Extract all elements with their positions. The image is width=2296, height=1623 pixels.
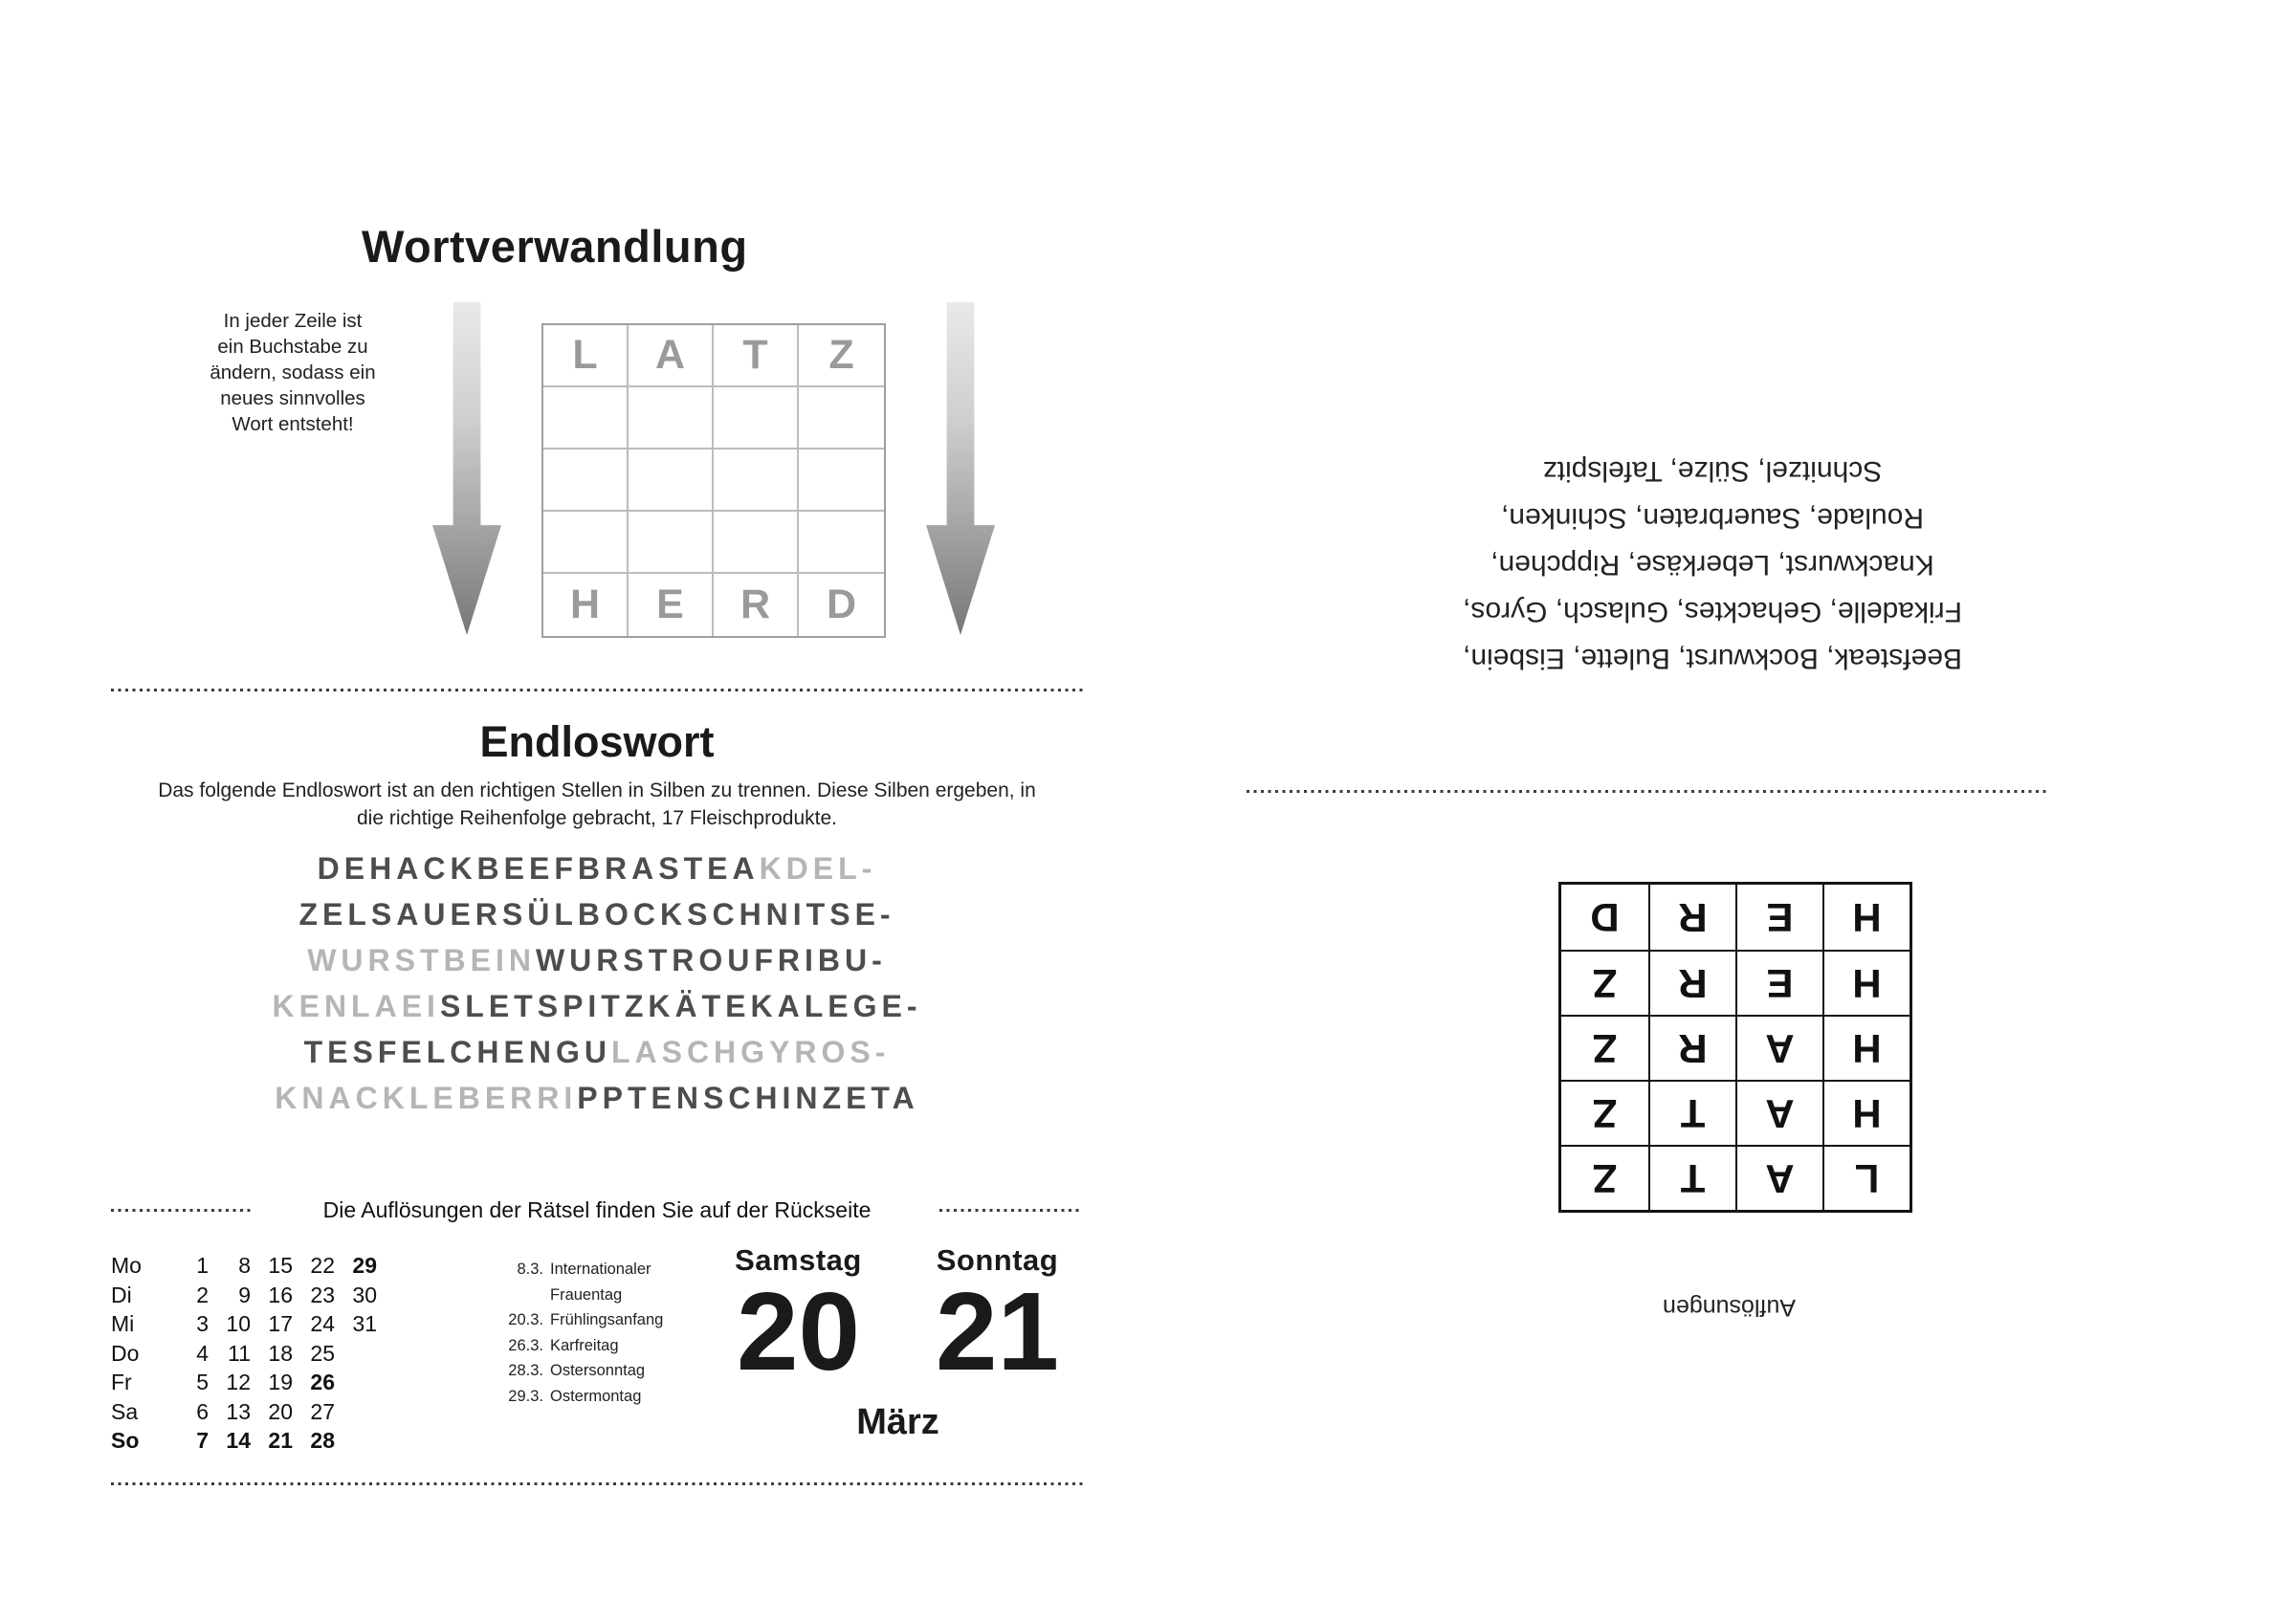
divider [1247,790,2048,793]
solution-grid-cell: Z [1561,1080,1648,1145]
word-segment: WURSTROUFRIBU- [535,943,887,977]
weekday-label: Mi [111,1311,135,1336]
week-row [111,1397,377,1427]
grid-cell: L [543,325,629,387]
divider [111,689,1083,691]
solution-list-line: Knackwurst, Leberkäse, Rippchen, [1490,549,1934,581]
weekday-label: So [111,1428,140,1453]
solutions-note-row [111,1197,1083,1223]
solution-grid-cell: H [1822,950,1910,1015]
weekday-label: Fr [111,1370,132,1394]
grid-cell [629,450,714,512]
word-segment: LASCHGYROS- [610,1035,891,1069]
holiday-date: 20.3. [508,1311,543,1328]
holiday-list [494,1257,698,1409]
word-segment: TESFELCHENGU [303,1035,611,1069]
word-segment: KNACKLEBERRI [275,1081,578,1115]
grid-cell: A [629,325,714,387]
divider-segment [939,1209,1083,1212]
instruction-line: ändern, sodass ein [210,362,376,384]
endless-word [111,845,1083,1121]
date-number: 11 [228,1340,251,1366]
solution-grid-cell: L [1822,1145,1910,1210]
solution-grid-cell: D [1590,895,1620,940]
solution-list-line: Frikadelle, Gehacktes, Gulasch, Gyros, [1463,596,1962,627]
grid-cell [799,512,884,574]
holiday-date: 8.3. [517,1261,543,1278]
weekday-label: Mo [111,1253,142,1278]
date-number: 28 [310,1428,335,1453]
word-segment: KDEL- [759,851,877,886]
grid-cell: R [714,574,799,636]
solution-grid-cell: T [1648,1145,1735,1210]
solution-grid-cell: H [1822,1080,1910,1145]
endless-word-line [111,845,1083,891]
solution-list-line: Schnitzel, Sülze, Tafelspitz [1542,455,1883,487]
solution-grid-cell: A [1735,1015,1822,1080]
date-number: 5 [196,1370,209,1394]
grid-cell [629,512,714,574]
date-number: 19 [268,1370,293,1394]
grid-cell: H [543,574,629,636]
grid-cell [799,450,884,512]
divider [111,1482,1083,1485]
word-segment: SLETSPITZKÄTEKALEGE- [439,989,922,1023]
solution-grid-cell: Z [1561,1015,1648,1080]
endloswort-instruction: Das folgende Endloswort ist an den richtigen Stellen in Silben zu trennen. Diese Silben ergeben, in die richtige Reihenfolge gebracht, 17 Fleischprodukte. [158,779,1036,829]
saturday-block [710,1243,887,1393]
date-number: 8 [238,1253,251,1278]
date-number: 3 [196,1311,209,1336]
date-number: 2 [196,1282,209,1307]
word-segment: DEHACKBEEFBRASTEA [317,851,760,886]
endless-word-line [111,1075,1083,1121]
word-ladder-grid [541,323,886,638]
solution-grid-cell: H [1822,885,1910,950]
grid-cell: D [826,581,857,627]
endloswort-title: Endloswort [479,717,715,766]
holiday-date: 29.3. [508,1387,543,1405]
endless-word-line [111,1029,1083,1075]
grid-cell [543,450,629,512]
endless-word-line [111,983,1083,1029]
date-number: 16 [268,1282,293,1307]
holiday-item [494,1358,698,1384]
grid-cell: E [629,574,714,636]
holiday-item [494,1307,698,1333]
solution-grid-cell: Z [1561,950,1648,1015]
grid-cell: Z [799,325,884,387]
saturday-date: 20 [736,1269,861,1393]
date-number: 12 [226,1370,251,1394]
grid-cell [799,387,884,450]
month-grid [111,1251,377,1456]
date-number: 24 [310,1311,335,1336]
date-number: 22 [310,1253,335,1278]
holiday-name: Ostersonntag [550,1362,646,1379]
grid-cell [543,387,629,450]
date-number: 13 [226,1398,251,1424]
week-row [111,1281,377,1310]
holiday-item [494,1257,698,1307]
solution-grid-cell: E [1735,885,1822,950]
month-label: März [856,1402,939,1442]
word-segment: PPTENSCHINZETA [577,1081,919,1115]
instruction-line: In jeder Zeile ist [223,310,363,332]
word-segment: ZELSAUERSÜLBOCKSCHNITSE- [298,897,895,932]
holiday-item [494,1384,698,1410]
solutions-note: Die Auflösungen der Rätsel finden Sie auf der Rückseite [322,1197,872,1222]
word-segment: WURSTBEIN [307,943,536,977]
date-number: 9 [238,1282,251,1307]
grid-cell [714,450,799,512]
saturday-label: Samstag [735,1243,862,1277]
date-number: 6 [196,1398,209,1424]
date-number: 21 [268,1428,293,1453]
week-row [111,1309,377,1339]
week-row [111,1426,377,1456]
sunday-block [909,1243,1086,1393]
date-number: 27 [310,1398,335,1424]
solution-grid-cell: R [1648,950,1735,1015]
date-number: 25 [310,1340,335,1366]
solution-grid-cell: R [1648,1015,1735,1080]
weekday-label: Di [111,1282,132,1307]
date-number: 23 [310,1282,335,1307]
date-number: 17 [268,1311,293,1336]
holiday-name: Internationaler Frauentag [550,1261,651,1304]
holiday-name: Ostermontag [550,1387,642,1405]
solution-list-line: Beefsteak, Bockwurst, Bulette, Eisbein, [1463,643,1962,674]
word-ladder-solution-grid [1558,882,1912,1213]
date-number: 4 [196,1340,209,1366]
date-number: 18 [268,1340,293,1366]
grid-cell: T [714,325,799,387]
date-number: 29 [352,1253,377,1278]
solution-grid-cell: A [1735,1080,1822,1145]
grid-cell [714,387,799,450]
date-number: 26 [310,1370,335,1394]
solutions-heading: Auflösungen [1663,1294,1797,1321]
week-row [111,1368,377,1397]
date-number: 10 [226,1311,251,1336]
wortverwandlung-title: Wortverwandlung [362,221,748,272]
week-row [111,1339,377,1369]
solution-grid-cell: R [1648,885,1735,950]
date-number: 14 [226,1428,251,1453]
word-segment: KENLAEI [272,989,440,1023]
holiday-name: Karfreitag [550,1336,619,1354]
weekday-label: Sa [111,1398,139,1424]
grid-cell [714,512,799,574]
down-arrow-left-icon [432,302,501,635]
instruction-line: Wort entsteht! [232,413,354,435]
solution-grid-cell: A [1735,1145,1822,1210]
date-number: 20 [268,1398,293,1424]
wortverwandlung-instruction [168,308,417,437]
holiday-name: Frühlingsanfang [550,1311,664,1328]
holiday-date: 28.3. [508,1362,543,1379]
date-number: 31 [352,1311,377,1336]
date-number: 1 [196,1253,209,1278]
grid-cell [629,387,714,450]
sunday-label: Sonntag [936,1243,1059,1277]
endloswort-solution-list [1330,448,2095,682]
solution-grid-cell: T [1648,1080,1735,1145]
divider-segment [111,1209,254,1212]
solution-grid-cell: H [1822,1015,1910,1080]
solution-list-line: Roulade, Sauerbraten, Schinken, [1501,502,1924,534]
week-row [111,1251,377,1281]
date-number: 15 [268,1253,293,1278]
date-number: 30 [352,1282,377,1307]
date-number: 7 [196,1428,209,1453]
instruction-line: neues sinnvolles [220,387,365,409]
sunday-date: 21 [935,1269,1060,1393]
holiday-date: 26.3. [508,1336,543,1354]
holiday-item [494,1333,698,1359]
grid-cell [543,512,629,574]
endless-word-line [111,891,1083,937]
instruction-line: ein Buchstabe zu [217,336,368,358]
endless-word-line [111,937,1083,983]
down-arrow-right-icon [926,302,995,635]
solution-grid-cell: Z [1561,1145,1648,1210]
weekday-label: Do [111,1340,140,1366]
solution-grid-cell: E [1735,950,1822,1015]
